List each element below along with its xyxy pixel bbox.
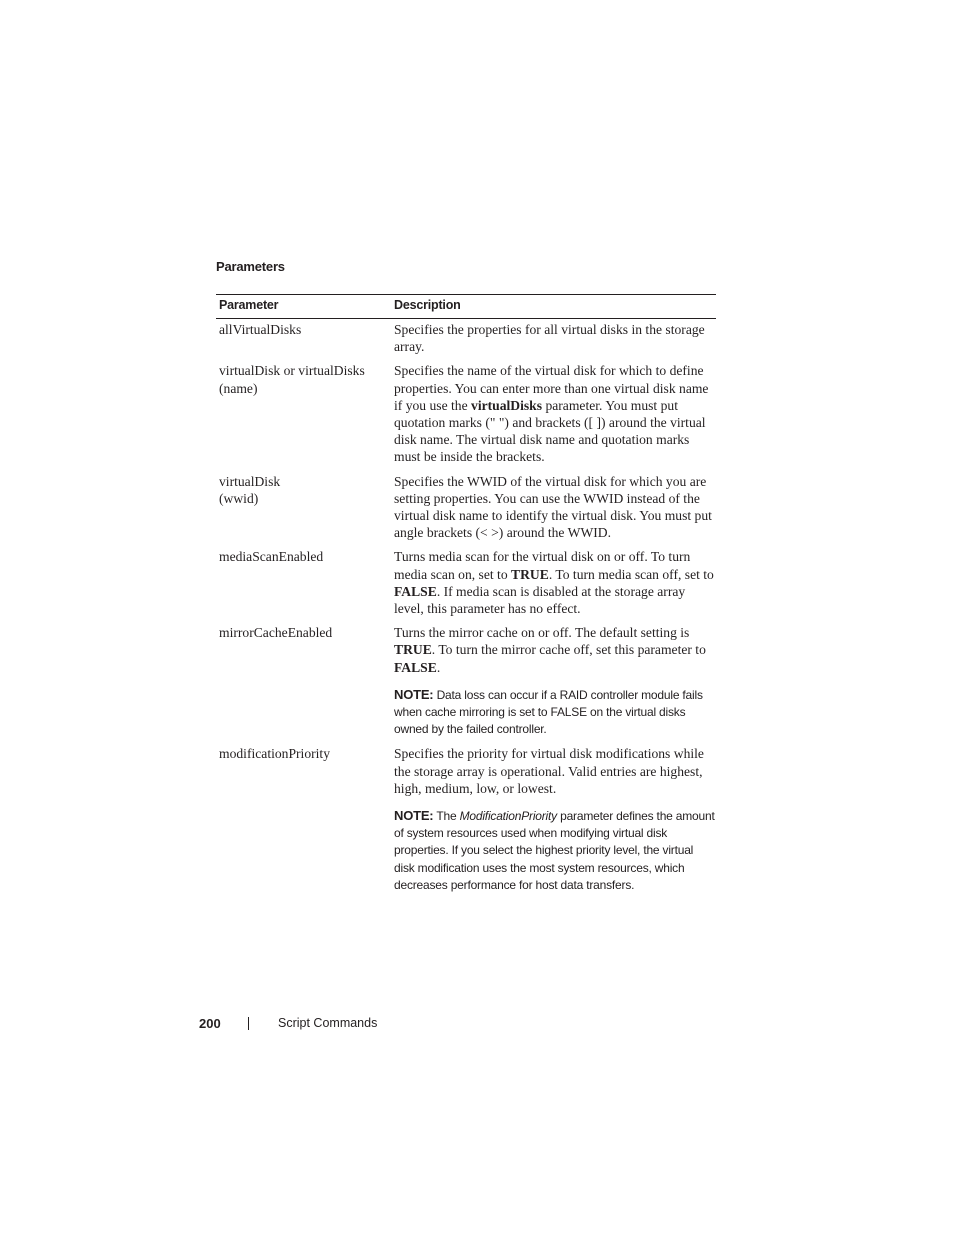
italic-text: ModificationPriority bbox=[459, 809, 557, 824]
table-row bbox=[216, 472, 716, 548]
header-description: Description bbox=[391, 295, 716, 319]
table-row bbox=[216, 623, 716, 744]
section-heading: Parameters bbox=[216, 259, 285, 274]
table-body bbox=[216, 319, 716, 901]
text-run: Specifies the name of the virtual disk for which to define properties. You can enter more than one virtual disk name if you use the bbox=[394, 363, 709, 413]
note bbox=[394, 686, 716, 739]
parameter-description bbox=[391, 361, 716, 471]
parameter-description bbox=[391, 472, 716, 548]
parameter-description bbox=[391, 547, 716, 623]
text-run: Data loss can occur if a RAID controller module fails when cache mirroring is set to FALSE on the virtual disks owned by the failed controller. bbox=[394, 687, 703, 737]
parameter-name: mediaScanEnabled bbox=[219, 549, 324, 565]
parameter-description bbox=[391, 319, 716, 362]
table-row bbox=[216, 319, 716, 362]
parameter-name: virtualDisk (wwid) bbox=[219, 473, 281, 506]
parameter-name: virtualDisk or virtualDisks (name) bbox=[219, 363, 365, 396]
bold-text: TRUE bbox=[394, 642, 432, 658]
footer-separator bbox=[248, 1017, 249, 1030]
parameters-table bbox=[216, 294, 716, 900]
note bbox=[394, 807, 716, 894]
description-text bbox=[394, 362, 716, 465]
text-run: Turns media scan for the virtual disk on or off. To turn media scan on, set to bbox=[394, 549, 691, 582]
description-text bbox=[394, 548, 716, 617]
bold-text: virtualDisks bbox=[471, 397, 543, 413]
text-run: The bbox=[433, 809, 460, 824]
description-text bbox=[394, 321, 716, 355]
table-row bbox=[216, 547, 716, 623]
bold-text: FALSE bbox=[394, 659, 437, 675]
description-text bbox=[394, 473, 716, 542]
parameter-description bbox=[391, 623, 716, 744]
parameter-description bbox=[391, 744, 716, 900]
page-number: 200 bbox=[199, 1016, 221, 1031]
text-run: . To turn the mirror cache off, set this parameter to bbox=[431, 642, 706, 658]
text-run: Turns the mirror cache on or off. The default setting is bbox=[394, 625, 690, 641]
description-text bbox=[394, 624, 716, 676]
text-run: parameter. You must put quotation marks (" ") and brackets ([ ]) around the virtual disk name. The virtual disk name and quotation marks must be inside the brackets. bbox=[394, 397, 706, 465]
note-label: NOTE: bbox=[394, 808, 434, 824]
table-header-row bbox=[216, 295, 716, 319]
footer-title: Script Commands bbox=[278, 1016, 378, 1030]
text-run: Specifies the WWID of the virtual disk for which you are setting properties. You can use the WWID instead of the virtual disk name to identify the virtual disk. You must put angle brackets (< >) around the WWID. bbox=[394, 473, 712, 541]
text-run: . If media scan is disabled at the storage array level, this parameter has no effect. bbox=[394, 583, 686, 617]
bold-text: TRUE bbox=[511, 566, 549, 582]
note-label: NOTE: bbox=[394, 686, 434, 702]
description-text bbox=[394, 745, 716, 797]
bold-text: FALSE bbox=[394, 583, 437, 599]
text-run: Specifies the properties for all virtual disks in the storage array. bbox=[394, 322, 705, 355]
parameter-name: modificationPriority bbox=[219, 746, 331, 762]
text-run: . bbox=[436, 659, 441, 675]
table-row bbox=[216, 744, 716, 900]
parameter-name: mirrorCacheEnabled bbox=[219, 625, 333, 641]
text-run: Specifies the priority for virtual disk modifications while the storage array is operational. Valid entries are highest, high, medium, low, or lowest. bbox=[394, 746, 704, 796]
header-parameter: Parameter bbox=[216, 295, 391, 319]
text-run: parameter defines the amount of system resources used when modifying virtual disk properties. If you select the highest priority level, the virtual disk modification uses the most system resources, which decreases performance for host data transfers. bbox=[394, 809, 715, 892]
parameter-name: allVirtualDisks bbox=[219, 322, 302, 337]
table-row bbox=[216, 361, 716, 471]
text-run: . To turn media scan off, set to bbox=[548, 566, 714, 582]
